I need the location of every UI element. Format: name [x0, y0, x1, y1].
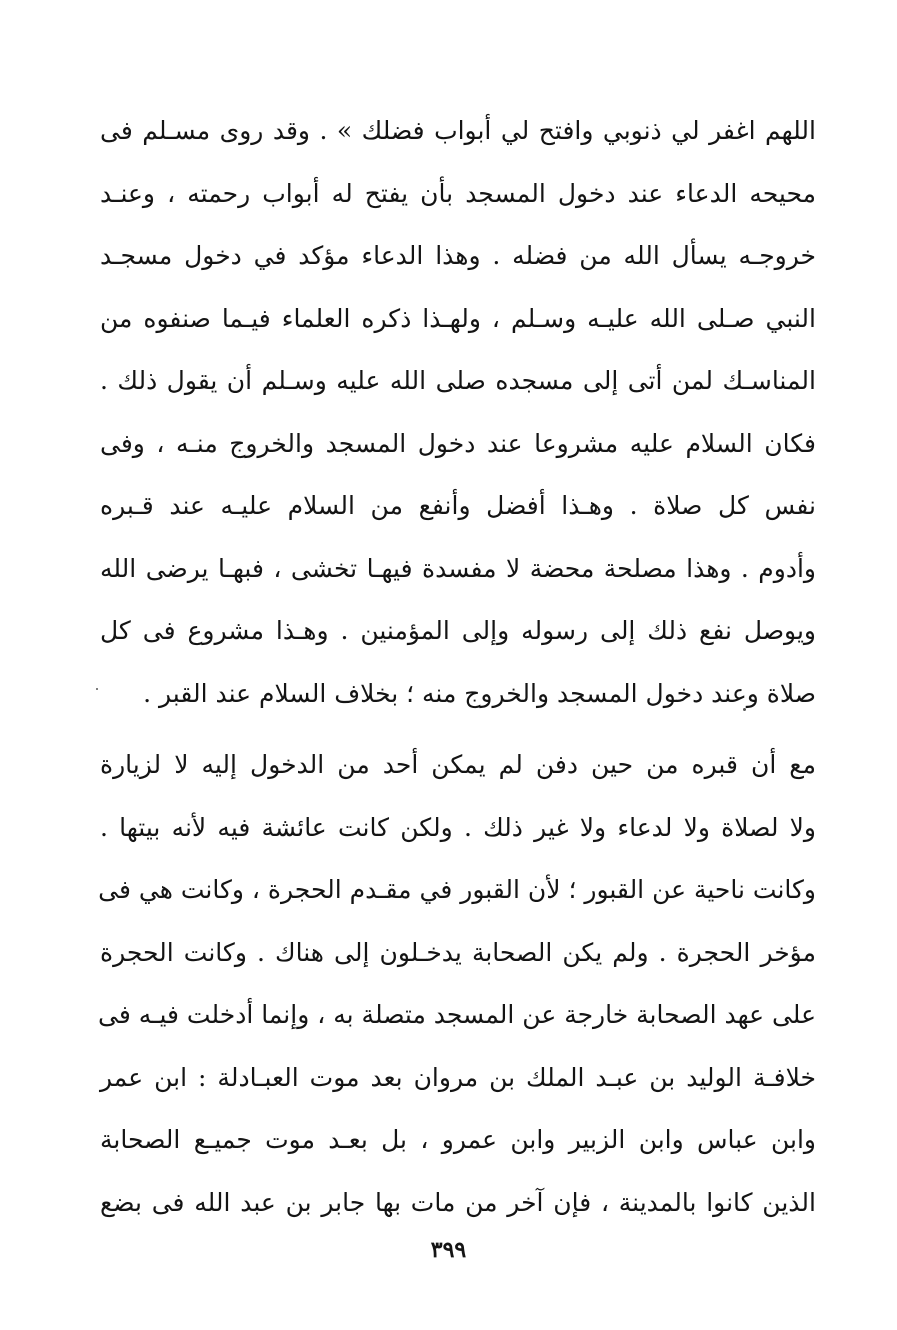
- paragraph-2: [100, 734, 816, 1234]
- text-line: على عهد الصحابة خارجة عن المسجد متصلة به ، وإنما أدخلت فيـه فى: [98, 1000, 816, 1029]
- text-line: خلافـة الوليد بن عبـد الملك بن مروان بعد موت العبـادلة : ابن عمر: [100, 1062, 816, 1092]
- text-line: ويوصل نفع ذلك إلى رسوله وإلى المؤمنين . وهـذا مشروع فى كل: [100, 616, 816, 645]
- text-line: مع أن قبره من حين دفن لم يمكن أحد من الدخول إليه لا لزيارة: [100, 750, 816, 779]
- page-number: ٣٩٩: [430, 1237, 467, 1263]
- text-line: محيحه الدعاء عند دخول المسجد بأن يفتح له أبواب رحمته ، وعنـد: [100, 178, 816, 208]
- scan-speck: [743, 708, 746, 711]
- text-line: مؤخر الحجرة . ولم يكن الصحابة يدخـلون إلى هناك . وكانت الحجرة: [100, 937, 816, 967]
- text-line: اللهم اغفر لي ذنوبي وافتح لي أبواب فضلك » . وقد روى مسـلم فى: [100, 116, 816, 145]
- text-line: المناسـك لمن أتى إلى مسجده صلى الله عليه وسـلم أن يقول ذلك .: [100, 366, 816, 395]
- text-line: نفس كل صلاة . وهـذا أفضل وأنفع من السلام عليـه عند قـبره: [100, 491, 816, 520]
- text-line: وكانت ناحية عن القبور ؛ لأن القبور في مقـدم الحجرة ، وكانت هي فى: [98, 875, 816, 904]
- text-line: صلاة وعند دخول المسجد والخروج منه ؛ بخلاف السلام عند القبر .: [143, 678, 816, 708]
- text-line: فكان السلام عليه مشروعا عند دخول المسجد والخروج منـه ، وفى: [100, 428, 816, 458]
- text-line: ولا لصلاة ولا لدعاء ولا غير ذلك . ولكن كانت عائشة فيه لأنه بيتها .: [100, 812, 816, 842]
- text-line: النبي صـلى الله عليـه وسـلم ، ولهـذا ذكره العلماء فيـما صنفوه من: [100, 303, 816, 333]
- text-line: خروجـه يسأل الله من فضله . وهذا الدعاء مؤكد في دخول مسجـد: [100, 241, 816, 270]
- text-line: وابن عباس وابن الزبير وابن عمرو ، بل بعـد موت جميـع الصحابة: [100, 1125, 816, 1154]
- scan-speck: [96, 688, 98, 690]
- paragraph-1: [100, 100, 816, 725]
- text-line: الذين كانوا بالمدينة ، فإن آخر من مات بها جابر بن عبد الله فى بضع: [100, 1187, 816, 1217]
- text-line: وأدوم . وهذا مصلحة محضة لا مفسدة فيهـا تخشى ، فبهـا يرضى الله: [100, 553, 816, 583]
